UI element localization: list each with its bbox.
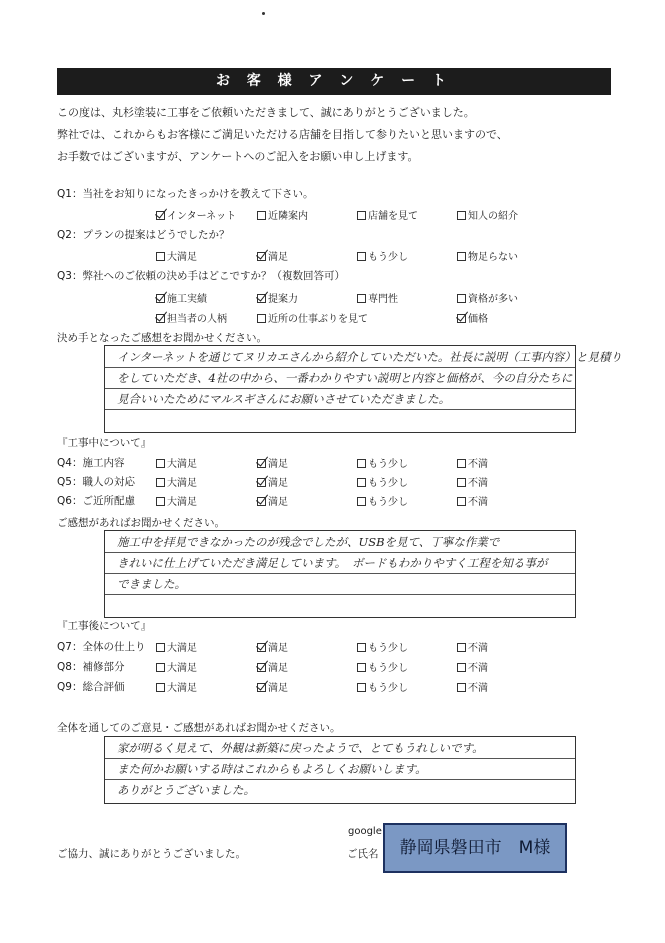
checkbox-icon [457,294,466,303]
q7-option-dissatisfied[interactable]: 不満 [457,639,488,654]
comment3-line-1: 家が明るく見えて、外観は新築に戻ったようで、とてもうれしいです。 [117,741,484,755]
checkbox-icon [156,663,165,672]
q1-option-internet[interactable]: インターネット [156,207,236,222]
checkbox-checked-icon [257,252,266,261]
q3-option-expertise[interactable]: 専門性 [357,290,398,305]
checkbox-icon [457,211,466,220]
checkbox-icon [457,643,466,652]
checkbox-icon [357,459,366,468]
q3-option-qualifications[interactable]: 資格が多い [457,290,518,305]
q6-option-dissatisfied[interactable]: 不満 [457,493,488,508]
checkbox-icon [457,663,466,672]
q5-label: Q5：職人の対応 [57,476,135,488]
q6-label: Q6：ご近所配慮 [57,495,135,507]
q8-option-satisfied[interactable]: 満足 [257,659,288,674]
name-label: ご氏名 [347,848,379,860]
checkbox-checked-icon [257,497,266,506]
q1-option-friend[interactable]: 知人の紹介 [457,207,518,222]
comment2-label: ご感想があればお聞かせください。 [57,517,225,529]
checkbox-icon [457,683,466,692]
section-during-heading: 『工事中について』 [57,437,152,449]
google-label: google [348,826,382,837]
q9-option-somewhat[interactable]: もう少し [357,679,408,694]
checkbox-icon [357,252,366,261]
comment2-line-1: 施工中を拝見できなかったのが残念でしたが、USBを見て、丁寧な作業で [117,535,500,549]
q4-label: Q4：施工内容 [57,457,125,469]
q8-option-very-satisfied[interactable]: 大満足 [156,659,197,674]
checkbox-icon [357,643,366,652]
q3-option-price[interactable]: 価格 [457,310,488,325]
q3-option-nearby-work[interactable]: 近所の仕事ぶりを見て [257,310,368,325]
checkbox-icon [357,683,366,692]
q2-label: Q2：プランの提案はどうでしたか？ [57,229,230,241]
q6-option-very-satisfied[interactable]: 大満足 [156,493,197,508]
comment1-label: 決め手となったご感想をお聞かせください。 [57,332,267,344]
checkbox-icon [156,643,165,652]
checkbox-icon [357,211,366,220]
q7-label: Q7：全体の仕上り [57,641,146,653]
intro-line-2: 弊社では、これからもお客様にご満足いただける店舗を目指して参りたいと思いますので、 [57,128,508,141]
q6-option-satisfied[interactable]: 満足 [257,493,288,508]
q5-option-dissatisfied[interactable]: 不満 [457,474,488,489]
checkbox-icon [357,294,366,303]
customer-name-box: 静岡県磐田市 M様 [383,823,567,873]
comment2-box[interactable] [104,530,576,618]
q3-option-track-record[interactable]: 施工実績 [156,290,207,305]
checkbox-icon [156,497,165,506]
comment1-box[interactable] [104,345,622,433]
q3-label: Q3：弊社へのご依頼の決め手はどこですか？（複数回答可） [57,270,345,282]
comment2-line-2: きれいに仕上げていただき満足しています。 ボードもわかりやすく工程を知る事が [117,556,548,570]
checkbox-checked-icon [257,294,266,303]
q8-option-somewhat[interactable]: もう少し [357,659,408,674]
q4-option-satisfied[interactable]: 満足 [257,455,288,470]
checkbox-checked-icon [257,459,266,468]
checkbox-icon [257,314,266,323]
comment3-box[interactable] [104,736,576,804]
q7-option-somewhat[interactable]: もう少し [357,639,408,654]
checkbox-icon [457,459,466,468]
checkbox-checked-icon [156,211,165,220]
checkbox-icon [357,663,366,672]
q1-label: Q1：当社をお知りになったきっかけを教えて下さい。 [57,188,314,200]
q9-option-satisfied[interactable]: 満足 [257,679,288,694]
checkbox-icon [156,252,165,261]
stray-mark [262,12,265,15]
checkbox-icon [357,497,366,506]
q8-option-dissatisfied[interactable]: 不満 [457,659,488,674]
checkbox-icon [457,497,466,506]
comment3-line-3: ありがとうございました。 [117,783,255,797]
q3-option-proposal[interactable]: 提案力 [257,290,298,305]
comment1-line-3: 見合いいたためにマルスギさんにお願いさせていただきました。 [117,392,451,406]
q7-option-very-satisfied[interactable]: 大満足 [156,639,197,654]
checkbox-icon [457,252,466,261]
q5-option-somewhat[interactable]: もう少し [357,474,408,489]
q4-option-dissatisfied[interactable]: 不満 [457,455,488,470]
comment1-line-2: をしていただき、4社の中から、一番わかりやすい説明と内容と価格が、今の自分たちに [117,371,573,385]
q6-option-somewhat[interactable]: もう少し [357,493,408,508]
checkbox-icon [257,211,266,220]
checkbox-checked-icon [156,314,165,323]
checkbox-icon [156,478,165,487]
q9-option-dissatisfied[interactable]: 不満 [457,679,488,694]
checkbox-icon [457,478,466,487]
checkbox-checked-icon [257,643,266,652]
comment1-line-1: インターネットを通じてヌリカエさんから紹介していただいた。社長に説明（工事内容）と見積り [117,350,622,364]
checkbox-icon [156,683,165,692]
q9-label: Q9：総合評価 [57,681,125,693]
checkbox-checked-icon [257,683,266,692]
q5-option-very-satisfied[interactable]: 大満足 [156,474,197,489]
comment2-line-3: できました。 [117,577,186,591]
q9-option-very-satisfied[interactable]: 大満足 [156,679,197,694]
thanks-text: ご協力、誠にありがとうございました。 [57,848,246,860]
comment3-line-2: また何かお願いする時はこれからもよろしくお願いします。 [117,762,427,776]
q7-option-satisfied[interactable]: 満足 [257,639,288,654]
q4-option-somewhat[interactable]: もう少し [357,455,408,470]
section-after-heading: 『工事後について』 [57,620,152,632]
checkbox-icon [357,478,366,487]
checkbox-checked-icon [257,478,266,487]
q2-option-unsatisfying[interactable]: 物足らない [457,248,518,263]
comment3-label: 全体を通してのご意見・ご感想があればお聞かせください。 [57,722,341,734]
intro-line-1: この度は、丸杉塗装に工事をご依頼いただきまして、誠にありがとうございました。 [57,106,475,119]
q4-option-very-satisfied[interactable]: 大満足 [156,455,197,470]
survey-title: お 客 様 ア ン ケ ー ト [57,68,611,95]
checkbox-checked-icon [457,314,466,323]
q8-label: Q8：補修部分 [57,661,125,673]
q2-option-satisfied[interactable]: 満足 [257,248,288,263]
q1-option-neighborhood[interactable]: 近隣案内 [257,207,308,222]
checkbox-checked-icon [156,294,165,303]
q5-option-satisfied[interactable]: 満足 [257,474,288,489]
q2-option-very-satisfied[interactable]: 大満足 [156,248,197,263]
q2-option-somewhat[interactable]: もう少し [357,248,408,263]
q1-option-store[interactable]: 店舗を見て [357,207,418,222]
checkbox-checked-icon [257,663,266,672]
checkbox-icon [156,459,165,468]
q3-option-staff[interactable]: 担当者の人柄 [156,310,227,325]
intro-line-3: お手数ではございますが、アンケートへのご記入をお願い申し上げます。 [57,150,419,163]
